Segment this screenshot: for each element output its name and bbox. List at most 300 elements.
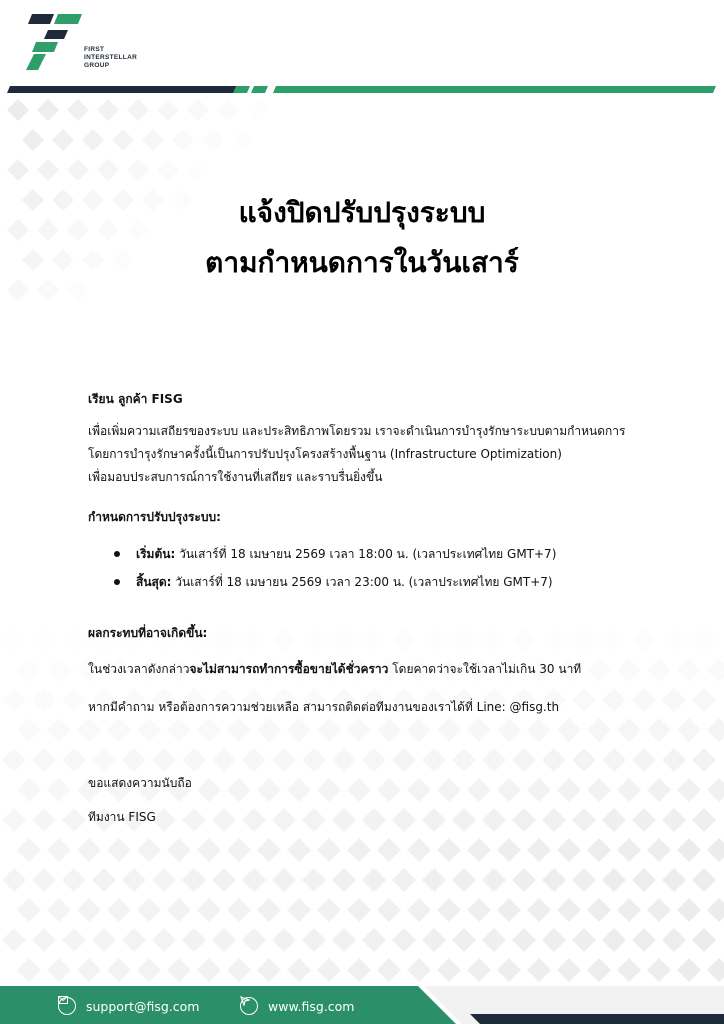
- diamond-shape: [707, 718, 724, 742]
- diamond-shape: [172, 129, 194, 151]
- diamond-shape: [212, 628, 236, 652]
- diamond-shape: [212, 928, 236, 952]
- diamond-shape: [377, 898, 401, 922]
- diamond-shape: [662, 928, 686, 952]
- intro-line: โดยการบำรุงรักษาครั้งนี้เป็นการปรับปรุงโครงสร้างพื้นฐาน (Infrastructure Optimization): [88, 447, 562, 461]
- diamond-shape: [482, 808, 506, 832]
- diamond-shape: [317, 778, 341, 802]
- diamond-shape: [617, 958, 641, 982]
- diamond-shape: [2, 688, 26, 712]
- diamond-shape: [182, 808, 206, 832]
- footer-website-link[interactable]: [240, 996, 355, 1016]
- diamond-shape: [332, 808, 356, 832]
- diamond-shape: [677, 658, 701, 682]
- diamond-shape: [587, 658, 611, 682]
- contact-text: หากมีคำถาม หรือต้องการความช่วยเหลือ สามารถติดต่อทีมงานของเราได้ที่ Line: @fisg.th: [88, 700, 560, 714]
- diamond-shape: [692, 748, 716, 772]
- diamond-shape: [647, 778, 671, 802]
- diamond-shape: [557, 838, 581, 862]
- regards-text: ขอแสดงความนับถือ: [88, 776, 192, 790]
- schedule-list: [114, 540, 556, 596]
- diamond-shape: [212, 808, 236, 832]
- diamond-shape: [302, 808, 326, 832]
- diamond-shape: [47, 958, 71, 982]
- diamond-shape: [407, 718, 431, 742]
- diamond-shape: [242, 868, 266, 892]
- diamond-shape: [632, 688, 656, 712]
- diamond-shape: [407, 778, 431, 802]
- diamond-shape: [437, 958, 461, 982]
- diamond-shape: [542, 928, 566, 952]
- diamond-shape: [242, 808, 266, 832]
- impact-text-pre: ในช่วงเวลาดังกล่าว: [88, 662, 190, 676]
- diamond-shape: [377, 718, 401, 742]
- impact-text: [88, 660, 581, 679]
- diamond-shape: [227, 958, 251, 982]
- diamond-shape: [587, 838, 611, 862]
- diamond-shape: [377, 958, 401, 982]
- diamond-shape: [272, 748, 296, 772]
- diamond-shape: [247, 99, 269, 121]
- diamond-shape: [542, 748, 566, 772]
- diamond-shape: [47, 658, 71, 682]
- diamond-shape: [272, 928, 296, 952]
- diamond-shape: [152, 868, 176, 892]
- schedule-item-start: [114, 540, 556, 568]
- diamond-shape: [257, 838, 281, 862]
- diamond-shape: [452, 928, 476, 952]
- diamond-shape: [512, 808, 536, 832]
- diamond-shape: [107, 898, 131, 922]
- diamond-shape: [437, 778, 461, 802]
- diamond-shape: [2, 868, 26, 892]
- greeting: เรียน ลูกค้า FISG: [88, 392, 183, 406]
- diamond-shape: [62, 748, 86, 772]
- diamond-shape: [17, 658, 41, 682]
- diamond-shape: [167, 718, 191, 742]
- company-name: [84, 46, 137, 70]
- diamond-shape: [437, 898, 461, 922]
- diamond-shape: [362, 928, 386, 952]
- diamond-shape: [62, 808, 86, 832]
- diamond-shape: [67, 99, 89, 121]
- diamond-shape: [332, 928, 356, 952]
- diamond-shape: [317, 718, 341, 742]
- diamond-shape: [142, 129, 164, 151]
- diamond-shape: [707, 958, 724, 982]
- diamond-shape: [497, 958, 521, 982]
- diamond-shape: [647, 658, 671, 682]
- diamond-shape: [92, 868, 116, 892]
- diamond-shape: [617, 778, 641, 802]
- diamond-shape: [542, 808, 566, 832]
- bullet-icon: [114, 579, 120, 585]
- diamond-shape: [662, 868, 686, 892]
- diamond-shape: [587, 718, 611, 742]
- diamond-shape: [392, 748, 416, 772]
- diamond-shape: [377, 838, 401, 862]
- diamond-shape: [62, 868, 86, 892]
- diamond-shape: [272, 808, 296, 832]
- diamond-shape: [32, 688, 56, 712]
- diamond-shape: [287, 838, 311, 862]
- email-icon: [58, 997, 76, 1015]
- diamond-shape: [497, 778, 521, 802]
- diamond-shape: [167, 958, 191, 982]
- diamond-shape: [602, 928, 626, 952]
- diamond-shape: [347, 838, 371, 862]
- diamond-shape: [32, 808, 56, 832]
- footer-website-text: www.fisg.com: [268, 998, 355, 1014]
- diamond-shape: [362, 868, 386, 892]
- diamond-shape: [82, 129, 104, 151]
- diamond-shape: [377, 778, 401, 802]
- diamond-shape: [572, 928, 596, 952]
- diamond-shape: [137, 718, 161, 742]
- diamond-shape: [287, 958, 311, 982]
- diamond-shape: [152, 928, 176, 952]
- diamond-shape: [47, 718, 71, 742]
- company-name-line3: GROUP: [84, 62, 110, 69]
- title-line1: แจ้งปิดปรับปรุงระบบ: [238, 196, 486, 229]
- diamond-shape: [302, 748, 326, 772]
- cursor-icon: [240, 997, 258, 1015]
- diamond-shape: [332, 748, 356, 772]
- diamond-shape: [302, 628, 326, 652]
- diamond-shape: [362, 748, 386, 772]
- diamond-shape: [2, 928, 26, 952]
- footer-email-link[interactable]: [58, 996, 199, 1016]
- diamond-shape: [707, 778, 724, 802]
- diamond-shape: [2, 808, 26, 832]
- page-title: [0, 188, 724, 288]
- diamond-shape: [17, 778, 41, 802]
- intro-paragraph: [88, 420, 625, 489]
- diamond-shape: [332, 628, 356, 652]
- diamond-shape: [347, 898, 371, 922]
- diamond-shape: [347, 718, 371, 742]
- diamond-shape: [67, 159, 89, 181]
- header-divider-bar: [0, 86, 724, 94]
- diamond-shape: [677, 898, 701, 922]
- diamond-shape: [482, 868, 506, 892]
- diamond-shape: [137, 898, 161, 922]
- diamond-shape: [392, 868, 416, 892]
- diamond-shape: [287, 778, 311, 802]
- diamond-shape: [332, 868, 356, 892]
- diamond-shape: [112, 129, 134, 151]
- diamond-shape: [227, 718, 251, 742]
- diamond-shape: [422, 628, 446, 652]
- diamond-shape: [692, 688, 716, 712]
- diamond-shape: [302, 928, 326, 952]
- diamond-shape: [587, 958, 611, 982]
- diamond-shape: [212, 748, 236, 772]
- diamond-shape: [242, 928, 266, 952]
- diamond-shape: [32, 628, 56, 652]
- diamond-shape: [7, 99, 29, 121]
- diamond-shape: [202, 129, 224, 151]
- diamond-shape: [692, 868, 716, 892]
- diamond-shape: [17, 838, 41, 862]
- diamond-shape: [602, 688, 626, 712]
- diamond-shape: [107, 958, 131, 982]
- diamond-shape: [47, 778, 71, 802]
- diamond-shape: [602, 628, 626, 652]
- diamond-shape: [497, 838, 521, 862]
- diamond-shape: [317, 898, 341, 922]
- diamond-shape: [512, 868, 536, 892]
- diamond-shape: [632, 868, 656, 892]
- diamond-shape: [212, 868, 236, 892]
- diamond-shape: [617, 838, 641, 862]
- diamond-shape: [707, 838, 724, 862]
- diamond-shape: [662, 748, 686, 772]
- diamond-shape: [497, 718, 521, 742]
- fisg-logo: [24, 12, 84, 70]
- diamond-shape: [542, 628, 566, 652]
- diamond-shape: [317, 958, 341, 982]
- diamond-shape: [557, 778, 581, 802]
- diamond-shape: [32, 748, 56, 772]
- diamond-shape: [227, 898, 251, 922]
- diamond-shape: [302, 868, 326, 892]
- diamond-shape: [7, 159, 29, 181]
- diamond-shape: [407, 958, 431, 982]
- diamond-shape: [572, 748, 596, 772]
- diamond-shape: [287, 718, 311, 742]
- diamond-shape: [197, 718, 221, 742]
- title-line2: ตามกำหนดการในวันเสาร์: [205, 246, 519, 279]
- diamond-shape: [182, 928, 206, 952]
- diamond-shape: [47, 838, 71, 862]
- schedule-start-label: เริ่มต้น:: [136, 547, 176, 561]
- diamond-shape: [482, 628, 506, 652]
- diamond-shape: [692, 628, 716, 652]
- schedule-end-text: วันเสาร์ที่ 18 เมษายน 2569 เวลา 23:00 น. (เวลาประเทศไทย GMT+7): [171, 575, 553, 589]
- company-name-line2: INTERSTELLAR: [84, 54, 138, 61]
- diamond-shape: [452, 628, 476, 652]
- diamond-shape: [677, 838, 701, 862]
- diamond-shape: [52, 129, 74, 151]
- diamond-shape: [512, 748, 536, 772]
- diamond-shape: [422, 928, 446, 952]
- diamond-shape: [257, 778, 281, 802]
- diamond-shape: [392, 628, 416, 652]
- diamond-shape: [257, 958, 281, 982]
- diamond-shape: [452, 748, 476, 772]
- diamond-shape: [527, 778, 551, 802]
- diamond-shape: [197, 898, 221, 922]
- diamond-shape: [467, 898, 491, 922]
- diamond-shape: [677, 958, 701, 982]
- diamond-shape: [37, 159, 59, 181]
- impact-text-post: โดยคาดว่าจะใช้เวลาไม่เกิน 30 นาที: [388, 662, 582, 676]
- bullet-icon: [114, 551, 120, 557]
- diamond-shape: [182, 748, 206, 772]
- diamond-shape: [187, 159, 209, 181]
- diamond-shape: [467, 838, 491, 862]
- diamond-shape: [77, 958, 101, 982]
- diamond-shape: [527, 838, 551, 862]
- diamond-shape: [272, 628, 296, 652]
- diamond-shape: [572, 808, 596, 832]
- diamond-shape: [392, 808, 416, 832]
- diamond-shape: [107, 838, 131, 862]
- diamond-shape: [617, 658, 641, 682]
- diamond-shape: [422, 748, 446, 772]
- diamond-shape: [572, 688, 596, 712]
- diamond-shape: [692, 928, 716, 952]
- footer-email-text: support@fisg.com: [86, 998, 200, 1014]
- diamond-shape: [347, 958, 371, 982]
- diamond-shape: [217, 99, 239, 121]
- diamond-shape: [17, 898, 41, 922]
- diamond-shape: [692, 808, 716, 832]
- diamond-shape: [157, 159, 179, 181]
- diamond-shape: [527, 898, 551, 922]
- diamond-shape: [272, 868, 296, 892]
- diamond-shape: [37, 99, 59, 121]
- schedule-item-end: [114, 568, 556, 596]
- diamond-shape: [197, 838, 221, 862]
- diamond-shape: [32, 928, 56, 952]
- diamond-shape: [107, 718, 131, 742]
- diamond-shape: [662, 628, 686, 652]
- diamond-shape: [167, 898, 191, 922]
- signature-team: ทีมงาน FISG: [88, 810, 156, 824]
- diamond-shape: [92, 928, 116, 952]
- diamond-shape: [2, 748, 26, 772]
- diamond-shape: [632, 808, 656, 832]
- diamond-shape: [602, 808, 626, 832]
- diamond-shape: [617, 718, 641, 742]
- diamond-shape: [77, 838, 101, 862]
- diamond-shape: [157, 99, 179, 121]
- diamond-shape: [227, 838, 251, 862]
- diamond-shape: [152, 748, 176, 772]
- diamond-shape: [572, 628, 596, 652]
- schedule-heading: กำหนดการปรับปรุงระบบ:: [88, 510, 221, 524]
- diamond-shape: [362, 808, 386, 832]
- diamond-shape: [17, 718, 41, 742]
- diamond-shape: [347, 778, 371, 802]
- diamond-shape: [227, 778, 251, 802]
- diamond-shape: [317, 838, 341, 862]
- diamond-shape: [602, 748, 626, 772]
- diamond-shape: [587, 898, 611, 922]
- diamond-shape: [392, 928, 416, 952]
- footer: [0, 986, 724, 1024]
- diamond-shape: [482, 928, 506, 952]
- diamond-shape: [92, 748, 116, 772]
- diamond-shape: [557, 958, 581, 982]
- impact-heading: ผลกระทบที่อาจเกิดขึ้น:: [88, 626, 208, 640]
- diamond-shape: [122, 868, 146, 892]
- diamond-shape: [257, 718, 281, 742]
- diamond-shape: [572, 868, 596, 892]
- diamond-shape: [232, 129, 254, 151]
- intro-line: เพื่อมอบประสบการณ์การใช้งานที่เสถียร และราบรื่นยิ่งขึ้น: [88, 470, 383, 484]
- diamond-shape: [77, 718, 101, 742]
- diamond-shape: [242, 628, 266, 652]
- diamond-shape: [242, 748, 266, 772]
- diamond-shape: [437, 838, 461, 862]
- diamond-shape: [362, 628, 386, 652]
- diamond-shape: [467, 778, 491, 802]
- diamond-shape: [47, 898, 71, 922]
- diamond-shape: [97, 159, 119, 181]
- diamond-shape: [482, 748, 506, 772]
- schedule-end-label: สิ้นสุด:: [136, 575, 172, 589]
- diamond-shape: [2, 628, 26, 652]
- diamond-shape: [17, 958, 41, 982]
- diamond-shape: [187, 99, 209, 121]
- diamond-shape: [587, 778, 611, 802]
- diamond-shape: [122, 748, 146, 772]
- diamond-shape: [647, 958, 671, 982]
- diamond-shape: [677, 778, 701, 802]
- impact-text-bold: จะไม่สามารถทำการซื้อขายได้ชั่วคราว: [189, 662, 389, 676]
- diamond-shape: [122, 928, 146, 952]
- diamond-shape: [437, 718, 461, 742]
- diamond-shape: [62, 928, 86, 952]
- diamond-shape: [497, 898, 521, 922]
- diamond-shape: [512, 928, 536, 952]
- diamond-shape: [22, 129, 44, 151]
- diamond-shape: [197, 778, 221, 802]
- diamond-shape: [617, 898, 641, 922]
- diamond-shape: [182, 868, 206, 892]
- diamond-shape: [62, 628, 86, 652]
- diamond-shape: [127, 159, 149, 181]
- diamond-shape: [452, 808, 476, 832]
- company-name-line1: FIRST: [84, 46, 105, 53]
- diamond-shape: [197, 958, 221, 982]
- intro-line: เพื่อเพิ่มความเสถียรของระบบ และประสิทธิภาพโดยรวม เราจะดำเนินการบำรุงรักษาระบบตามกำหนดการ: [88, 424, 626, 438]
- diamond-shape: [257, 898, 281, 922]
- diamond-shape: [557, 898, 581, 922]
- diamond-shape: [97, 99, 119, 121]
- diamond-shape: [662, 688, 686, 712]
- diamond-shape: [407, 898, 431, 922]
- diamond-shape: [602, 868, 626, 892]
- diamond-shape: [512, 628, 536, 652]
- diamond-shape: [452, 868, 476, 892]
- diamond-shape: [62, 688, 86, 712]
- diamond-shape: [32, 868, 56, 892]
- diamond-shape: [467, 718, 491, 742]
- diamond-shape: [647, 838, 671, 862]
- diamond-shape: [137, 958, 161, 982]
- diamond-shape: [137, 838, 161, 862]
- diamond-shape: [632, 748, 656, 772]
- diamond-shape: [287, 898, 311, 922]
- diamond-shape: [422, 868, 446, 892]
- diamond-shape: [677, 718, 701, 742]
- diamond-shape: [632, 628, 656, 652]
- diamond-shape: [127, 99, 149, 121]
- schedule-start-text: วันเสาร์ที่ 18 เมษายน 2569 เวลา 18:00 น. (เวลาประเทศไทย GMT+7): [175, 547, 557, 561]
- diamond-shape: [662, 808, 686, 832]
- diamond-shape: [647, 898, 671, 922]
- diamond-shape: [527, 958, 551, 982]
- diamond-shape: [632, 928, 656, 952]
- diamond-shape: [557, 718, 581, 742]
- diamond-shape: [707, 898, 724, 922]
- diamond-shape: [77, 898, 101, 922]
- diamond-shape: [707, 658, 724, 682]
